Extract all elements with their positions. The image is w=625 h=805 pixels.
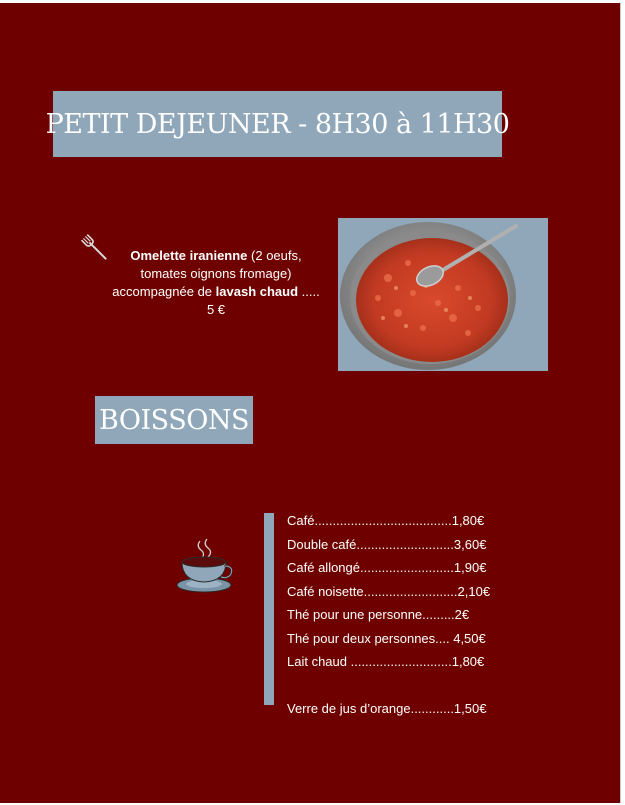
drinks-heading: BOISSONS xyxy=(95,396,253,444)
drink-item-double-cafe: Double café...........................3,60€ xyxy=(287,536,487,552)
dish-name: Omelette iranienne xyxy=(130,248,248,263)
drink-item-cafe: Café......................................1,80€ xyxy=(287,513,485,528)
omelette-pan-photo xyxy=(338,218,548,371)
dish-detail: (2 oeufs, tomates oignons fromage) accompagnée de xyxy=(112,248,302,299)
coffee-cup-icon xyxy=(172,535,236,597)
dish-price: ..... 5 € xyxy=(206,284,320,317)
menu-page xyxy=(0,3,621,803)
drink-item-cafe-allonge: Café allongé..........................1,90€ xyxy=(287,560,487,575)
drink-item-the-deux-personnes: Thé pour deux personnes.... 4,50€ xyxy=(287,630,486,646)
drink-item-lait-chaud: Lait chaud ............................1,80€ xyxy=(287,654,485,669)
drink-item-cafe-noisette: Café noisette..........................2,10€ xyxy=(287,583,491,599)
dish-bread: lavash chaud xyxy=(215,284,299,299)
fork-icon xyxy=(78,231,112,265)
omelette-description xyxy=(108,247,324,319)
drink-item-jus-orange: Verre de jus d’orange............1,50€ xyxy=(287,700,487,716)
breakfast-heading: PETIT DEJEUNER - 8H30 à 11H30 xyxy=(53,91,502,157)
drink-item-the-une-personne: Thé pour une personne.........2€ xyxy=(287,607,470,622)
drinks-list xyxy=(287,509,490,720)
drinks-divider-bar xyxy=(264,513,274,705)
